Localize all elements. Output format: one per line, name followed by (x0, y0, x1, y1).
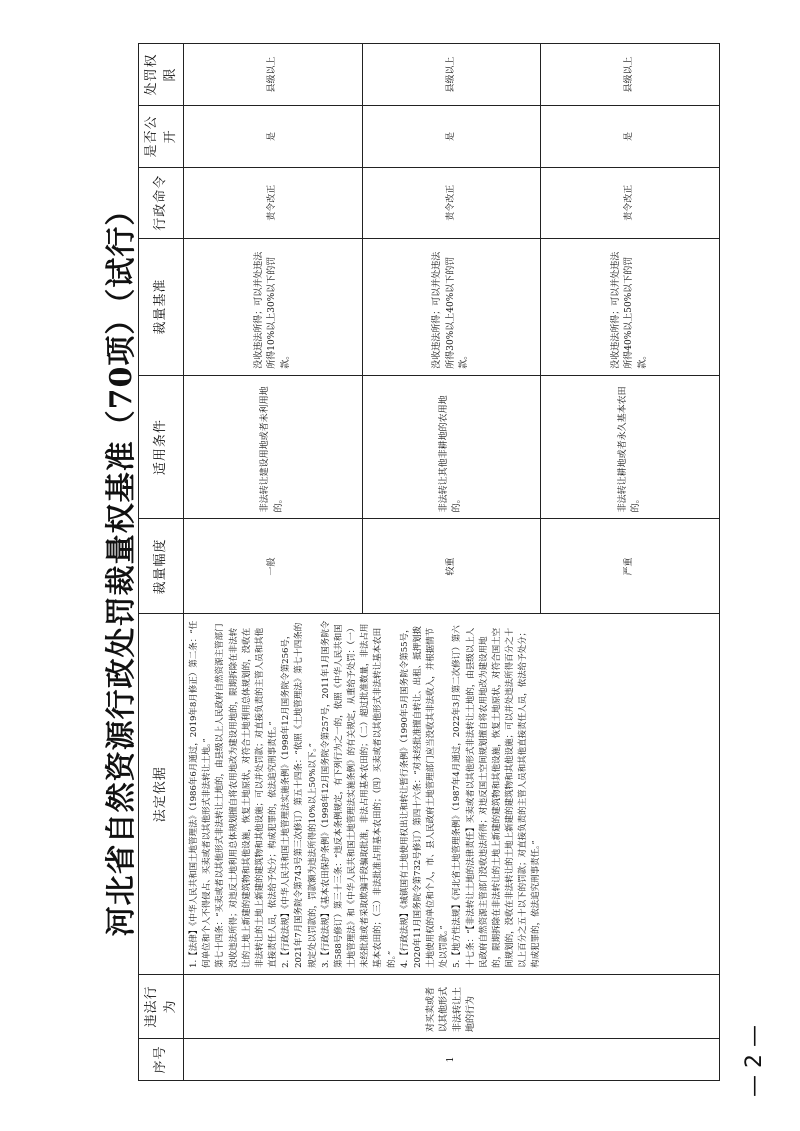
public-cell: 是 (184, 105, 363, 167)
public-cell: 是 (362, 105, 541, 167)
condition-cell: 非法转让建设用地或者未利用地的。 (184, 375, 363, 519)
header-row (139, 44, 184, 1081)
condition-cell: 非法转让其他非耕地的农用地的。 (362, 375, 541, 519)
header-cell: 序号 (139, 1039, 184, 1081)
page-number: — 2 — (742, 1025, 767, 1097)
header-cell: 适用条件 (139, 375, 184, 519)
basis-paragraph: 3.【行政法规】《基本农田保护条例》（1998年12月国务院令第257号，2011年1月国务院令第588号修订）第三十三条：“违反本条例规定，有下列行为之一的，依照《中华人民共和国土地管理法》和《中华人民共和国土地管理法实施条例》的有关规定，从重给予处罚：（一）未经批准或者采取欺骗手段骗取批准，非法占用基本农田的；（二）超过批准数量，非法占用基本农田的；（三）非法批准占用基本农田的；（四）买卖或者以其他形式非法转让基本农田的。” (320, 620, 397, 968)
authority-cell: 县级以上 (362, 44, 541, 106)
order-cell: 责令改正 (541, 167, 720, 238)
header-cell: 裁量基准 (139, 238, 184, 375)
degree-cell: 一般 (184, 519, 363, 614)
table-row (184, 44, 363, 1081)
order-cell: 责令改正 (184, 167, 363, 238)
header-cell: 法定依据 (139, 614, 184, 974)
header-cell: 违法行为 (139, 974, 184, 1038)
condition-cell: 非法转让耕地或者永久基本农田的。 (541, 375, 720, 519)
standard-cell: 没收违法所得；可以并处违法所得40%以上50%以下的罚款。 (541, 238, 720, 375)
header-cell: 是否公开 (139, 105, 184, 167)
basis-paragraph: 1.【法律】《中华人民共和国土地管理法》（1986年6月通过，2019年8月修正）第二条：“任何单位和个人不得侵占、买卖或者以其他形式非法转让土地。” (189, 620, 213, 968)
degree-cell: 较重 (362, 519, 541, 614)
penalty-table (138, 43, 720, 1081)
authority-cell: 县级以上 (184, 44, 363, 106)
order-cell: 责令改正 (362, 167, 541, 238)
violation-cell: 对买卖或者以其他形式非法转让土地的行为 (184, 974, 720, 1038)
public-cell: 是 (541, 105, 720, 167)
basis-paragraph: 4.【行政法规】《城镇国有土地使用权出让和转让暂行条例》（1990年5月国务院令第55号，2020年11月国务院令第732号修订）第四十六条：“对未经批准擅自转让、出租、抵押划拨土地使用权的单位和个人，市、县人民政府土地管理部门应当没收其非法收入，并根据情节处以罚款。” (399, 624, 450, 968)
basis-paragraph: 2.【行政法规】《中华人民共和国土地管理法实施条例》（1998年12月国务院令第256号，2021年7月国务院令第743号第三次修订）第五十四条：“依照《土地管理法》第七十四条的规定处以罚款的，罚款额为违法所得的10%以上50%以下。” (281, 622, 318, 968)
basis-paragraph: 第七十四条：“买卖或者以其他形式非法转让土地的，由县级以上人民政府自然资源主管部门没收违法所得；对违反土地利用总体规划擅自将农用地改为建设用地的，限期拆除在非法转让的土地上新建的建筑物和其他设施，恢复土地原状，对符合土地利用总体规划的，没收在非法转让的土地上新建的建筑物和其他设施；可以并处罚款；对直接负责的主管人员和其他直接责任人员，依法给予处分；构成犯罪的，依法追究刑事责任。” (215, 623, 279, 968)
standard-cell: 没收违法所得；可以并处违法所得30%以上40%以下的罚款。 (362, 238, 541, 375)
basis-paragraph: 5.【地方性法规】《河北省土地管理条例》（1987年4月通过，2022年3月第二次修订）第六十七条：“【非法转让土地的法律责任】买卖或者以其他形式非法转让土地的，由县级以上人民政府自然资源主管部门没收违法所得；对违反国土空间规划擅自将农用地改为建设用地的，限期拆除在非法转让的土地上新建的建筑物和其他设施，恢复土地原状，对符合国土空间规划的，没收在非法转让的土地上新建的建筑物和其他设施；可以并处违法所得百分之十以上百分之五十以下的罚款；对直接负责的主管人员和其他直接责任人员，依法给予处分；构成犯罪的，依法追究刑事责任。” (452, 625, 542, 968)
header-cell: 裁量幅度 (139, 519, 184, 614)
standard-cell: 没收违法所得；可以并处违法所得10%以上30%以下的罚款。 (184, 238, 363, 375)
degree-cell: 严重 (541, 519, 720, 614)
document-title: 河北省自然资源行政处罚裁量权基准（70项）（试行） (104, 194, 139, 937)
row-number: 1 (184, 1039, 720, 1081)
header-cell: 处罚权限 (139, 44, 184, 106)
header-cell: 行政命令 (139, 167, 184, 238)
legal-basis-cell (184, 614, 720, 974)
authority-cell: 县级以上 (541, 44, 720, 106)
